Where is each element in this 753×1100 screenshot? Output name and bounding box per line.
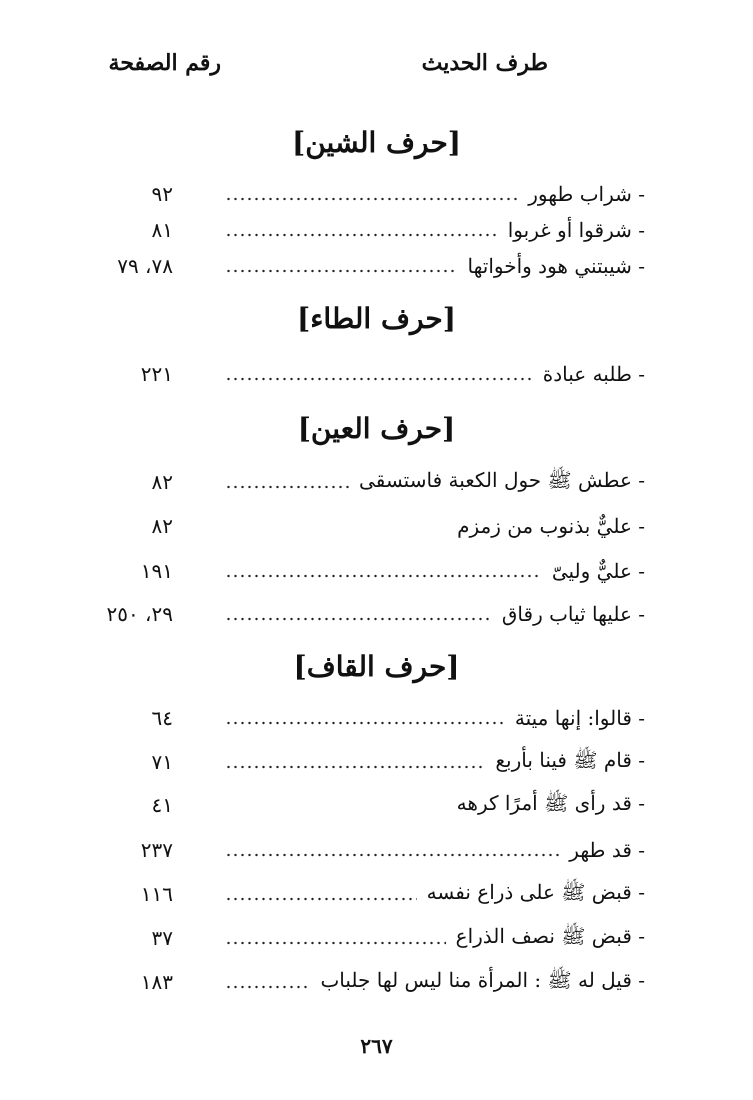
entry-page-number: ٣٧: [151, 926, 173, 950]
index-entry: [225, 510, 645, 542]
leader-dots: [225, 574, 542, 578]
index-entry: [225, 702, 645, 734]
column-heading-page-number: رقم الصفحة: [108, 50, 221, 76]
entry-page-number: ٧١: [151, 750, 173, 774]
entry-text: - قد طهر: [569, 838, 645, 862]
entry-page-number: ١٨٣: [140, 970, 173, 994]
leader-dots: [225, 377, 533, 381]
leader-dots: [225, 897, 417, 901]
entry-page-number: ١١٦: [140, 882, 173, 906]
entry-text: - عليٌّ بذنوب من زمزم: [457, 514, 645, 538]
index-entry: [225, 250, 645, 282]
index-entry: [225, 358, 645, 390]
entry-page-number: ٢٢١: [140, 362, 173, 386]
leader-dots: [225, 941, 446, 945]
index-entry: [225, 834, 645, 866]
index-entry: [225, 555, 645, 587]
leader-dots: [225, 485, 349, 489]
column-heading-hadith: طرف الحديث: [421, 50, 548, 76]
section-title-ain: [حرف العين]: [297, 412, 456, 445]
index-entry: [225, 966, 645, 998]
entry-text: - عطش ﷺ حول الكعبة فاستسقى: [359, 467, 645, 492]
leader-dots: [225, 721, 505, 725]
entry-text: - شراب طهور: [528, 182, 645, 206]
entry-page-number: ٨١: [151, 218, 173, 242]
entry-text: - عليها ثياب رقاق: [501, 602, 645, 626]
leader-dots: [225, 765, 485, 769]
index-entry: [225, 598, 645, 630]
entry-text: - عليٌّ وليىّ: [551, 559, 645, 583]
index-entry: [225, 746, 645, 778]
entry-page-number: ٨٢: [151, 514, 173, 538]
entry-page-number: ٦٤: [151, 706, 173, 730]
index-entry: [225, 214, 645, 246]
leader-dots: [225, 233, 498, 237]
section-title-taa: [حرف الطاء]: [296, 302, 456, 335]
entry-page-number: ٢٣٧: [140, 838, 173, 862]
entry-text: - قبض ﷺ على ذراع نفسه: [426, 879, 645, 904]
entry-page-number: ٧٨، ٧٩: [117, 254, 173, 278]
entry-text: - قيل له ﷺ : المرأة منا ليس لها جلباب: [320, 967, 645, 992]
page-number-footer: ٢٦٧: [360, 1034, 393, 1058]
leader-dots: [225, 197, 518, 201]
entry-page-number: ٤١: [151, 793, 173, 817]
entry-text: - قد رأى ﷺ أمرًا كرهه: [456, 790, 645, 815]
leader-dots: [225, 985, 310, 989]
entry-text: - شرقوا أو غربوا: [507, 218, 645, 242]
entry-text: - شيبتني هود وأخواتها: [467, 254, 645, 278]
entry-page-number: ٨٢: [151, 470, 173, 494]
entry-text: - قبض ﷺ نصف الذراع: [455, 923, 645, 948]
section-title-sheen: [حرف الشين]: [291, 126, 462, 159]
index-entry: [225, 178, 645, 210]
entry-text: - قام ﷺ فينا بأربع: [495, 747, 645, 772]
entry-page-number: ١٩١: [140, 559, 173, 583]
leader-dots: [225, 269, 457, 273]
entry-page-number: ٢٩، ٢٥٠: [106, 602, 173, 626]
index-entry: [225, 466, 645, 498]
leader-dots: [225, 617, 492, 621]
entry-text: - طلبه عبادة: [542, 362, 645, 386]
index-entry: [225, 922, 645, 954]
entry-text: - قالوا: إنها ميتة: [514, 706, 645, 730]
entry-page-number: ٩٢: [151, 182, 173, 206]
leader-dots: [225, 853, 559, 857]
index-entry: [225, 878, 645, 910]
index-entry: [225, 789, 645, 821]
section-title-qaf: [حرف القاف]: [293, 650, 460, 683]
